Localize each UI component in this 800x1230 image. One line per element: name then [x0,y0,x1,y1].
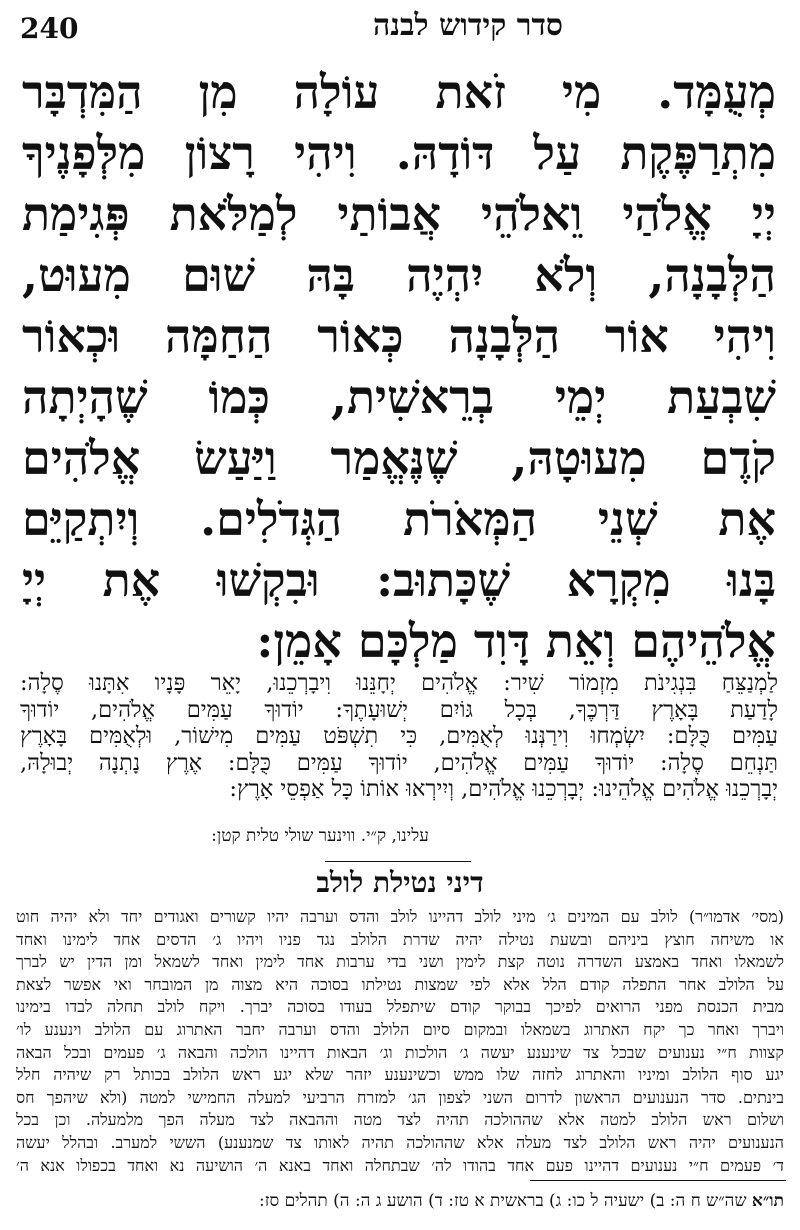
main-text-line: יְיָ אֱלֹהַי וֵאלֹהֵי אֲבוֹתַי לְמַלֹּאת פְּגִימַת [22,187,776,241]
psalm-67-text [20,670,778,820]
law-text-line: ויברך ואחר כך יקח האתרוג בשמאלו ובמקום סיום הלולב והדס וערבה יחבר האתרוג עם הלולב וינענע לו׳ [16,1019,784,1039]
page-number: 240 [20,12,79,45]
main-text-line: אֶת שְׁנֵי הַמְּאֹרֹת הַגְּדֹלִים. וְיִתְקַיֵּם [22,492,776,546]
footnote-text: שה״ש ח ה: ב) ישעיה ל כו: ג) בראשית א טז: ד) הושע ג ה: ה) תהלים סז: [259,1191,747,1211]
footnote-marker: תו״א [751,1191,784,1211]
main-text-line: אֱלֹהֵיהֶם וְאֵת דָּוִד מַלְכָּם אָמֵן: [256,614,776,668]
psalm-line: יְבָרְכֵנוּ אֱלֹהִים אֱלֹהֵינוּ: יְבָרְכֵנוּ אֱלֹהִים, וְיִירְאוּ אוֹתוֹ כָּל אַפְסֵי אָרֶץ: [229,776,778,802]
section-title: דיני נטילת לולב [316,866,484,899]
main-text-line: הַלְּבָנָה, וְלֹא יִהְיֶה בָּהּ שׁוּם מִעוּט, [22,248,776,302]
main-text-line: שִׁבְעַת יְמֵי בְרֵאשִׁית, כְּמוֹ שֶׁהָיְתָה [22,370,776,424]
psalm-line: תַּנְחֵם סֶלָה: יוֹדוּךָ עַמִּים אֱלֹהִים, יוֹדוּךָ עַמִּים כֻּלָּם: אֶרֶץ נָתְנָה יְבוּלָהּ, [20,749,778,776]
law-text-line: מבית הכנסת מפני הרואים לפיכך בבוקר קודם שיתפלל בעודו בסוכה יברך. ויקח לולב תחלה לבדו בימינו [16,997,784,1017]
psalm-line: עַמִּים כֻּלָּם: יִשְׂמְחוּ וִירַנְּנוּ לְאֻמִּים, כִּי תִשְׁפֹּט עַמִּים מִישׁוֹר, וּלְאֻמִּים בָּאָרֶץ [20,723,778,749]
instruction-note: עלינו, ק״י. ווינער שולי טלית קטן: [211,826,429,846]
law-text-line: הנענועים יהיה ראש הלולב לצד מעלה אלא שההולכה תהיה לאותו צד שמנענע) הששי למערב. ובהלל יעשה [16,1132,784,1152]
main-text-line: קֹדֶם מִעוּטָהּ, שֶׁנֶּאֱמַר וַיַּעַשׂ אֱלֹהִים [22,431,776,485]
law-text-line: יגע סוף הלולב ומיניו והאתרוג לחזה שלו ממש וכשינענע יזהר שלא יגע ראש הלולב בכותל רק שיהיה חלל [16,1065,784,1085]
psalm-line: לָדַעַת בָּאָרֶץ דַּרְכֶּךָ, בְּכָל גּוֹיִם יְשׁוּעָתֶךָ: יוֹדוּךָ עַמִּים אֱלֹהִים, יוֹדוּךָ [20,696,778,723]
law-text-line: ושלום ראש הלולב למטה אלא שההולכה תהיה לצד מטה וההבאה לצד מעלה הפך מלמעלה. וכן בכל [16,1110,784,1130]
main-text-line: מִתְרַפֶּקֶת עַל דּוֹדָהּ. וִיהִי רָצוֹן מִלְּפָנֶיךָ [22,126,776,180]
psalm-line: לַמְנַצֵּחַ בִּנְגִינֹת מִזְמוֹר שִׁיר: אֱלֹהִים יְחָנֵּנוּ וִיבָרְכֵנוּ, יָאֵר פָּנָיו אִתָּנוּ סֶלָה: [20,670,778,696]
main-text-line: בָּנוּ מִקְרָא שֶׁכָּתוּב: וּבִקְשׁוּ אֶת יְיָ [22,553,776,607]
law-text-line: לשמאלו ואחד באמצע השדרה נוטה קצת לימין ושני בדי ערבות אחד לימין ואחד לשמאל ומן הדין יש לברך [16,952,784,972]
lulav-laws-text [16,906,784,1186]
footnote [16,1188,784,1218]
law-text-line: קצוות ח״י נענועים שבכל צד שינענע יעשה ג׳ הולכות וג׳ הבאות דהיינו הולכה והבאה ג׳ פעמים ובכל הבאה [16,1042,784,1062]
law-text-line: ד׳ פעמים ח״י נענועים דהיינו פעם אחד בהודו לה׳ שבתחלה ואחד באנא ה׳ הושיעה נא ואחד בכפולו אנא ה׳ [16,1155,784,1175]
running-head: סדר קידוש לבנה [373,8,563,43]
page-header [20,8,776,56]
law-text-line: (מסי׳ אדמו״ר) לולב עם המינים ג׳ מיני לולב דהיינו לולב והדס וערבה יהיו קשורים ואגודים יחד ולא יהיה חוט [16,907,784,926]
main-text-line: מְעֻמָּד. מִי זֹאת עוֹלָה מִן הַמִּדְבָּר [22,65,776,119]
footnote-rule [530,1180,786,1181]
law-text-line: בינתים. סדר הנענועים הראשון לדרום השני לצפון הג׳ למזרח הרביעי למעלה החמישי למטה (ולא שיהפך חס [16,1087,784,1107]
section-divider [325,861,471,862]
law-text-line: על הלולב אחר התפלה קודם הלל אלא לפי שמצות נטילתו בסוכה היא מצוה מן המובחר ואי אפשר לצאת [16,974,784,994]
law-text-line: או משיחה חוצץ ביניהם ובשעת נטילה יהיה שדרת הלולב נגד פניו ויהיו ג׳ הדסים אחד לימינו ואחד [16,929,784,949]
main-prayer-text [22,62,776,672]
main-text-line: וִיהִי אוֹר הַלְּבָנָה כְּאוֹר הַחַמָּה וּכְאוֹר [22,309,776,363]
